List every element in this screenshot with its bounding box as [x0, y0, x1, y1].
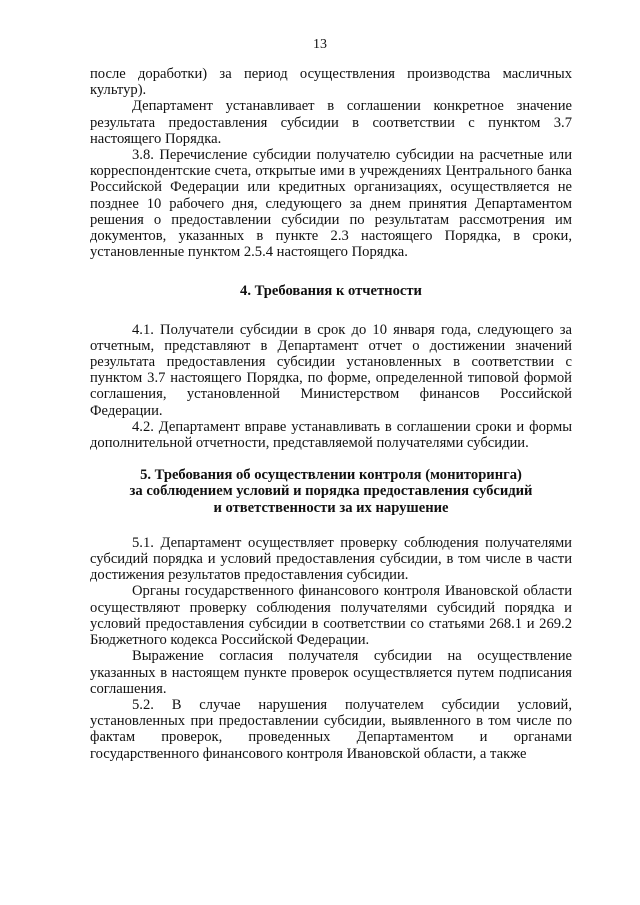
- document-body: [90, 66, 572, 762]
- paragraph-5-2: 5.2. В случае нарушения получателем субсидии условий, установленных при предоставлении субсидии, выявленного в том числе по фактам проверок, проведенных Департаментом и органами государственного финансового контроля Ивановской области, а также: [90, 696, 572, 762]
- section-heading-4: 4. Требования к отчетности: [240, 283, 422, 300]
- paragraph-result-value: Департамент устанавливает в соглашении конкретное значение результата предоставления субсидии в соответствии с пунктом 3.7 настоящего Порядка.: [90, 98, 572, 147]
- paragraph-5-1: 5.1. Департамент осуществляет проверку соблюдения получателями субсидий порядка и условий предоставления субсидии, в том числе в части достижения результатов предоставления субсидии.: [90, 534, 572, 584]
- paragraph-continuation: после доработки) за период осуществления производства масличных культур).: [90, 66, 572, 99]
- paragraph-4-1: 4.1. Получатели субсидии в срок до 10 января года, следующего за отчетным, представляют в Департамент отчет о достижении значений результата предоставления субсидии установленных в соответствии с пунктом 3.7 настоящего Порядка, по форме, определенной типовой формой соглашения, установленной Министерством финансов Российской Федерации.: [90, 321, 572, 419]
- section-heading-5-line1: 5. Требования об осуществлении контроля (мониторинга): [140, 467, 522, 484]
- paragraph-5-1-control-bodies: Органы государственного финансового контроля Ивановской области осуществляют проверку соблюдения получателями субсидий порядка и условий предоставления субсидии в соответствии со статьями 268.1 и 269.2 Бюджетного кодекса Российской Федерации.: [90, 583, 572, 649]
- paragraph-4-2: 4.2. Департамент вправе устанавливать в соглашении сроки и формы дополнительной отчетности, представляемой получателями субсидии.: [90, 418, 572, 452]
- paragraph-5-1-consent: Выражение согласия получателя субсидии на осуществление указанных в настоящем пункте проверок осуществляется путем подписания соглашения.: [90, 648, 572, 697]
- section-heading-5-line2: за соблюдением условий и порядка предоставления субсидий: [129, 483, 533, 500]
- section-heading-5-line3: и ответственности за их нарушение: [213, 499, 449, 516]
- page-number: 13: [313, 37, 327, 52]
- paragraph-3-8: 3.8. Перечисление субсидии получателю субсидии на расчетные или корреспондентские счета, открытые ими в учреждениях Центрального банка Российской Федерации или кредитных организациях, осуществляется не позднее 10 рабочего дня, следующего за днем принятия Департаментом решения о предоставлении субсидии по результатам рассмотрения им документов, указанных в пункте 2.3 настоящего Порядка, в сроки, установленные пунктом 2.5.4 настоящего Порядка.: [90, 147, 572, 261]
